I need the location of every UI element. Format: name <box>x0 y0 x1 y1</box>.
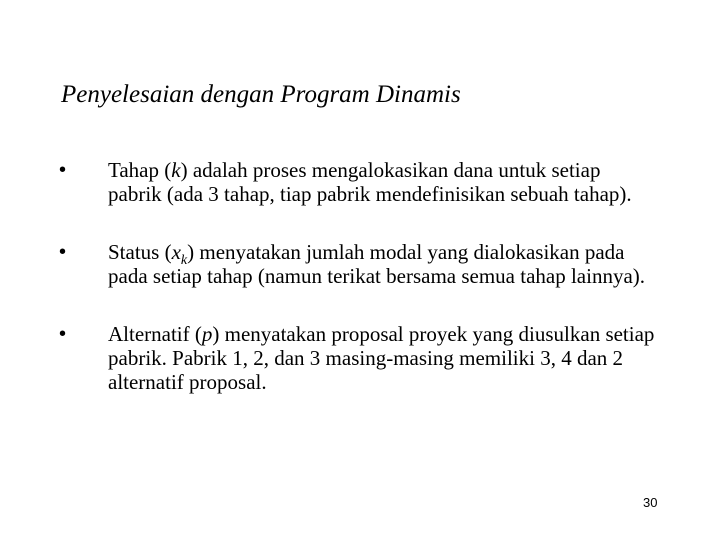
bullet-text-suffix: ) adalah proses mengalokasikan dana untuk setiap pabrik (ada 3 tahap, tiap pabrik mendefinisikan sebuah tahap). <box>108 158 632 206</box>
page-number: 30 <box>643 495 658 510</box>
bullet-text-prefix: Tahap ( <box>108 158 172 182</box>
bullet-list <box>59 158 659 394</box>
bullet-icon: • <box>59 241 67 263</box>
bullet-text-suffix: ) menyatakan proposal proyek yang diusulkan setiap pabrik. Pabrik 1, 2, dan 3 masing-masing memiliki 3, 4 dan 2 alternatif proposal. <box>108 322 655 394</box>
bullet-text-prefix: Status ( <box>108 240 172 264</box>
bullet-icon: • <box>59 159 67 181</box>
bullet-item-alternative <box>59 322 659 394</box>
variable-subscript-k: k <box>180 253 188 269</box>
variable-p: p <box>201 322 213 346</box>
bullet-text-prefix: Alternatif ( <box>108 322 202 346</box>
slide-title: Penyelesaian dengan Program Dinamis <box>61 81 461 108</box>
bullet-item-status <box>59 240 659 288</box>
bullet-item-stage <box>59 158 659 206</box>
variable-x: x <box>171 240 181 264</box>
variable-k: k <box>171 158 181 182</box>
bullet-text-suffix: ) menyatakan jumlah modal yang dialokasikan pada pada setiap tahap (namun terikat bersama semua tahap lainnya). <box>108 240 646 288</box>
bullet-icon: • <box>59 323 67 345</box>
